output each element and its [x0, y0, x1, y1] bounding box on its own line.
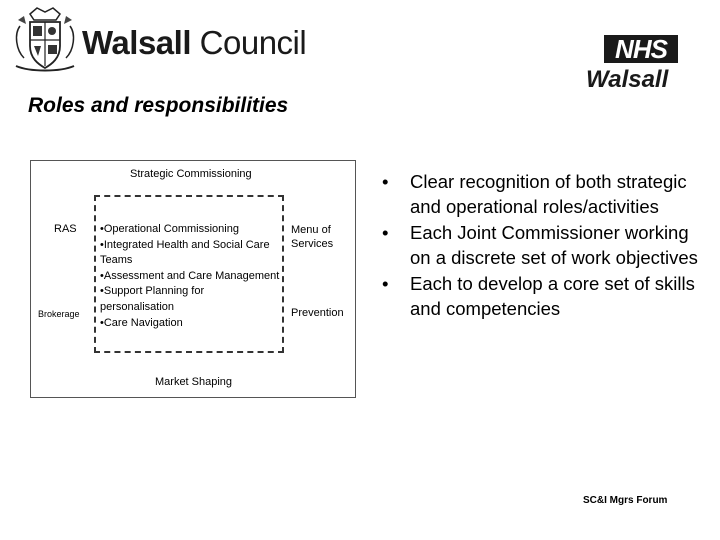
nhs-place-name: Walsall: [586, 66, 669, 93]
bullet-item: [376, 170, 706, 219]
council-crest-icon: [10, 6, 80, 74]
bullet-list: [376, 170, 706, 323]
council-name-rest: Council: [191, 24, 307, 61]
inner-list-item: •Support Planning for personalisation: [100, 285, 205, 313]
nhs-badge: NHS: [604, 35, 678, 63]
diagram-label-strategic: Strategic Commissioning: [130, 168, 252, 180]
bullet-marker: •: [382, 222, 389, 243]
bullet-text: Each to develop a core set of skills and competencies: [410, 273, 695, 319]
bullet-text: Clear recognition of both strategic and operational roles/activities: [410, 171, 687, 217]
inner-list-item: •Care Navigation: [100, 316, 183, 329]
nhs-logo: [564, 22, 692, 102]
page-title: Roles and responsibilities: [28, 94, 289, 117]
bullet-text: Each Joint Commissioner working on a discrete set of work objectives: [410, 222, 698, 268]
inner-list-item: •Operational Commissioning: [100, 223, 239, 235]
inner-activity-list: [100, 222, 280, 331]
council-name-bold: Walsall: [82, 24, 191, 61]
diagram-label-brokerage: Brokerage: [38, 309, 80, 319]
diagram-label-market-shaping: Market Shaping: [155, 376, 233, 388]
bullet-item: [376, 221, 706, 270]
inner-list-item: •Assessment and Care Management: [100, 269, 280, 282]
diagram-label-ras: RAS: [54, 223, 77, 235]
council-name: [82, 24, 306, 62]
bullet-marker: •: [382, 171, 389, 192]
council-logo: [10, 6, 307, 74]
footer-label: SC&I Mgrs Forum: [583, 495, 668, 506]
inner-list-item: •Integrated Health and Social Care Teams: [100, 238, 270, 267]
bullet-marker: •: [382, 273, 389, 294]
diagram-label-menu-of-services: Menu of Services: [291, 224, 334, 250]
diagram-label-prevention: Prevention: [291, 307, 344, 319]
bullet-item: [376, 272, 706, 321]
